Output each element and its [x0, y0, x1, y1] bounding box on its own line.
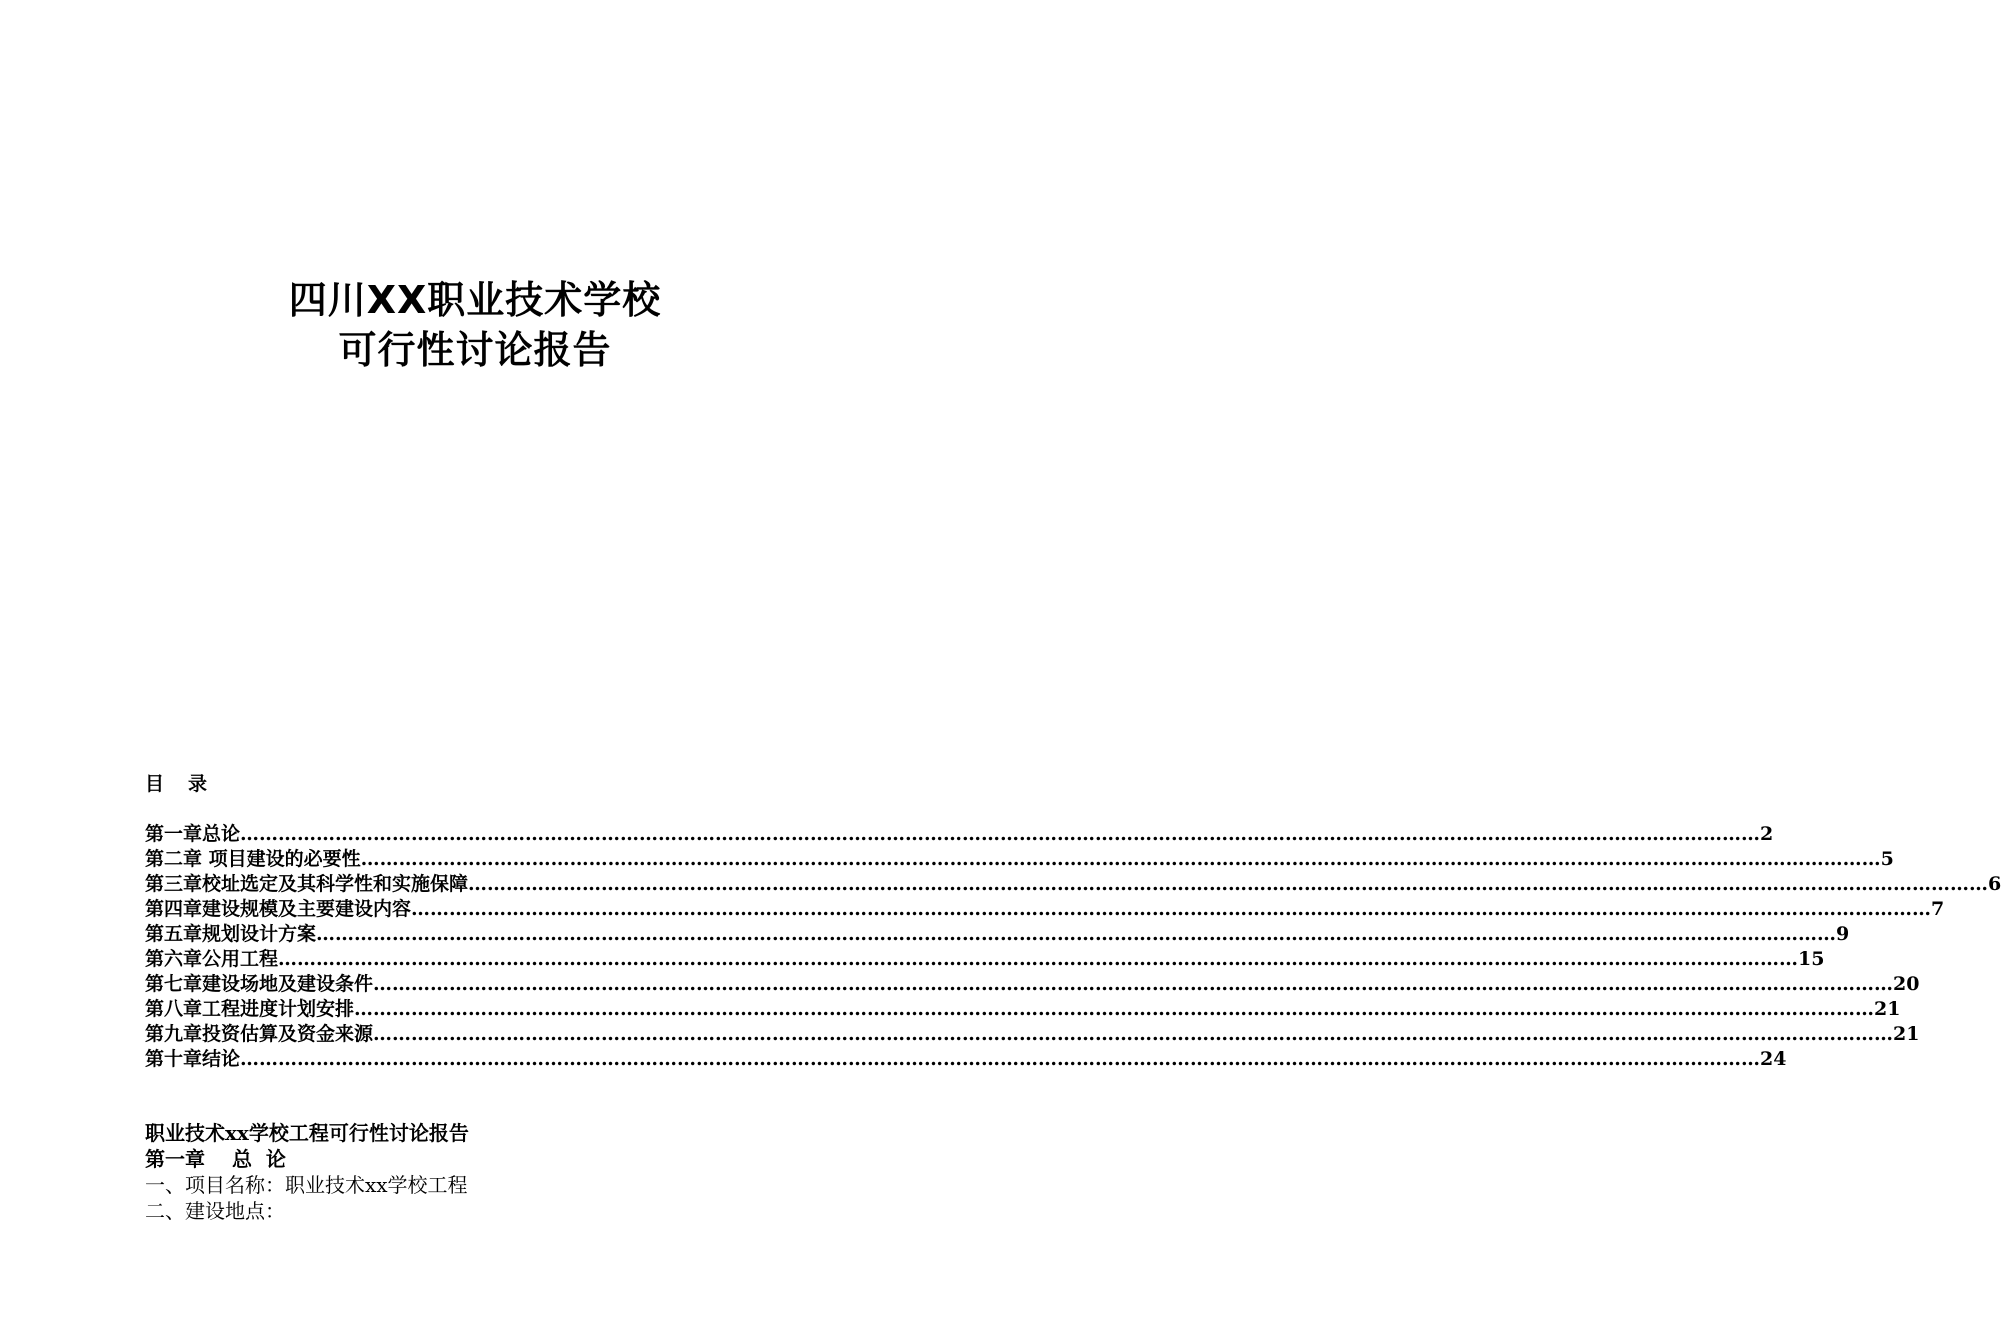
toc-entry-label: 第一章总论 — [145, 823, 241, 845]
project-name-line: 一、项目名称：职业技术xx学校工程 — [145, 1173, 468, 1197]
toc-dot-leader: …………………………………………………………………………………………………………………………………………………………………………………………………………………… — [354, 998, 1875, 1020]
toc-dot-leader: …………………………………………………………………………………………………………………………………………………………………………………………………………………… — [360, 848, 1881, 870]
document-title — [0, 275, 950, 375]
toc-dot-leader: …………………………………………………………………………………………………………………………………………………………………………………………………………………… — [411, 898, 1932, 920]
toc-entry[interactable] — [145, 1047, 1787, 1072]
body-text — [145, 1120, 825, 1224]
toc-entry[interactable] — [145, 847, 1894, 872]
toc-entry-label: 第七章建设场地及建设条件 — [145, 973, 374, 995]
toc-entry[interactable] — [145, 922, 1850, 947]
toc-entry-page: 21 — [1874, 998, 1901, 1020]
toc-entry-page: 5 — [1880, 848, 1894, 870]
toc-entry[interactable] — [145, 822, 1774, 847]
toc-entry-page: 2 — [1760, 823, 1774, 845]
toc-entry-page: 20 — [1893, 973, 1920, 995]
toc-dot-leader: …………………………………………………………………………………………………………………………………………………………………………………………………………………… — [240, 1048, 1761, 1070]
toc-entry-page: 6 — [1988, 873, 2001, 895]
toc-entry-label: 第二章 项目建设的必要性 — [145, 848, 361, 870]
toc-entry-label: 第四章建设规模及主要建设内容 — [145, 898, 412, 920]
toc-entry-label: 第十章结论 — [145, 1048, 241, 1070]
toc-entry[interactable] — [145, 997, 1901, 1022]
toc-entry-page: 21 — [1893, 1023, 1920, 1045]
toc-heading-char-1: 目 — [145, 773, 165, 795]
table-of-contents — [145, 822, 2001, 1072]
title-line-2: 可行性讨论报告 — [338, 328, 612, 372]
toc-dot-leader: …………………………………………………………………………………………………………………………………………………………………………………………………………………… — [373, 973, 1894, 995]
chapter-heading: 第一章 总 论 — [145, 1147, 286, 1171]
toc-entry-page: 15 — [1798, 948, 1825, 970]
toc-entry[interactable] — [145, 897, 1945, 922]
toc-dot-leader: …………………………………………………………………………………………………………………………………………………………………………………………………………………… — [278, 948, 1799, 970]
toc-entry-label: 第九章投资估算及资金来源 — [145, 1023, 374, 1045]
toc-dot-leader: …………………………………………………………………………………………………………………………………………………………………………………………………………………… — [468, 873, 1989, 895]
toc-entry-label: 第六章公用工程 — [145, 948, 279, 970]
toc-entry-page: 9 — [1836, 923, 1850, 945]
toc-entry-label: 第三章校址选定及其科学性和实施保障 — [145, 873, 469, 895]
title-line-1: 四川XX职业技术学校 — [288, 278, 662, 322]
toc-dot-leader: …………………………………………………………………………………………………………………………………………………………………………………………………………………… — [373, 1023, 1894, 1045]
toc-entry[interactable] — [145, 872, 2001, 897]
toc-heading — [145, 771, 207, 797]
toc-entry-page: 7 — [1931, 898, 1945, 920]
toc-entry[interactable] — [145, 1022, 1920, 1047]
location-line: 二、建设地点： — [145, 1199, 285, 1223]
toc-dot-leader: …………………………………………………………………………………………………………………………………………………………………………………………………………………… — [316, 923, 1837, 945]
report-title: 职业技术xx学校工程可行性讨论报告 — [145, 1121, 469, 1145]
toc-entry[interactable] — [145, 947, 1825, 972]
toc-entry-page: 24 — [1760, 1048, 1787, 1070]
toc-entry[interactable] — [145, 972, 1920, 997]
toc-entry-label: 第八章工程进度计划安排 — [145, 998, 355, 1020]
toc-heading-char-2: 录 — [188, 773, 208, 795]
toc-entry-label: 第五章规划设计方案 — [145, 923, 317, 945]
toc-dot-leader: …………………………………………………………………………………………………………………………………………………………………………………………………………………… — [240, 823, 1761, 845]
